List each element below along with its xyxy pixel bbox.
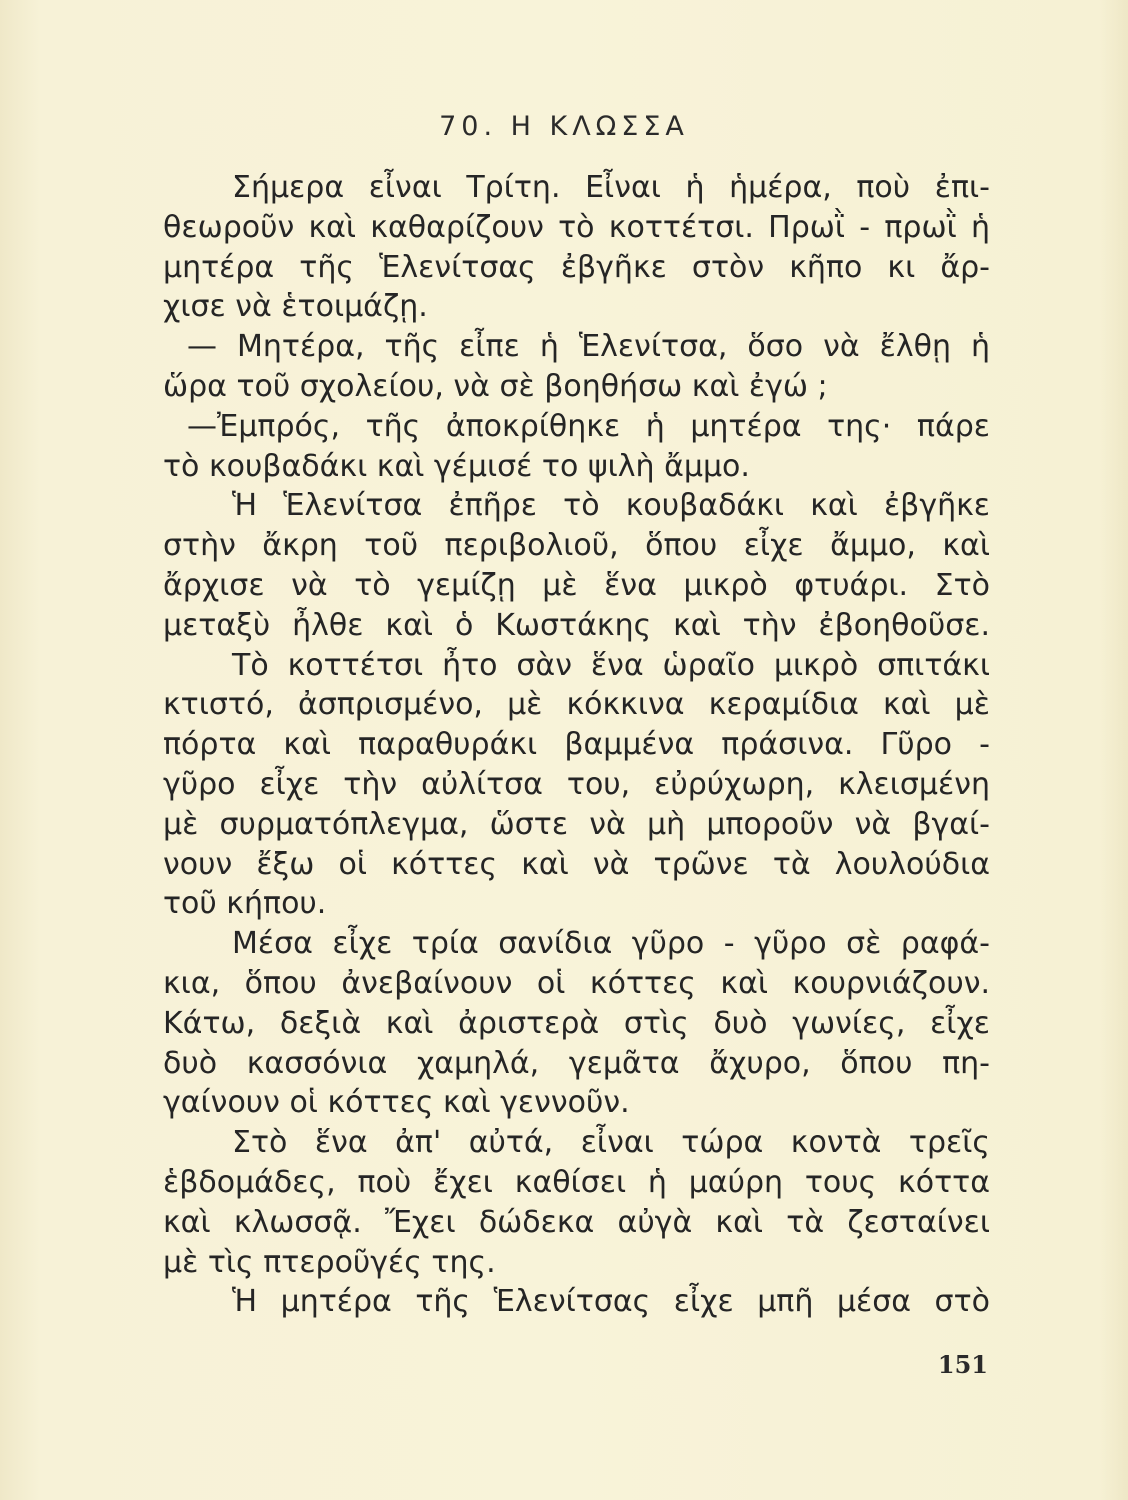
text-line: Μέσα εἶχε τρία σανίδια γῦρο - γῦρο σὲ ραφά-: [232, 926, 990, 962]
text-line: γαίνουν οἱ κόττες καὶ γεννοῦν.: [163, 1085, 630, 1121]
text-line: — Μητέρα, τῆς εἶπε ἡ Ἑλενίτσα, ὅσο νὰ ἔλθῃ ἡ: [187, 329, 990, 365]
text-line: Κάτω, δεξιὰ καὶ ἀριστερὰ στὶς δυὸ γωνίες, εἶχε: [163, 1005, 990, 1041]
paragraph: [163, 168, 990, 327]
text-line: χισε νὰ ἑτοιμάζῃ.: [163, 289, 428, 325]
paragraph: [163, 924, 990, 1123]
text-line: θεωροῦν καὶ καθαρίζουν τὸ κοττέτσι. Πρωῒ - πρωῒ ἡ: [163, 209, 990, 245]
text-line: κτιστό, ἀσπρισμένο, μὲ κόκκινα κεραμίδια καὶ μὲ: [163, 687, 990, 723]
text-line: ἄρχισε νὰ τὸ γεμίζῃ μὲ ἕνα μικρὸ φτυάρι. Στὸ: [163, 567, 990, 603]
text-line: κια, ὅπου ἀνεβαίνουν οἱ κόττες καὶ κουρνιάζουν.: [163, 965, 990, 1001]
paragraph: [163, 327, 990, 407]
text-line: Στὸ ἕνα ἀπ' αὐτά, εἶναι τώρα κοντὰ τρεῖς: [232, 1125, 990, 1161]
text-line: στὴν ἄκρη τοῦ περιβολιοῦ, ὅπου εἶχε ἄμμο, καὶ: [163, 528, 990, 564]
text-line: μὲ τὶς πτεροῦγές της.: [163, 1244, 496, 1280]
paragraph: [163, 646, 990, 925]
body-text: [163, 168, 990, 1322]
text-line: τοῦ κήπου.: [163, 886, 327, 922]
paragraph: [163, 1282, 990, 1322]
text-line: καὶ κλωσσᾷ. Ἔχει δώδεκα αὐγὰ καὶ τὰ ζεσταίνει: [163, 1204, 990, 1240]
text-line: πόρτα καὶ παραθυράκι βαμμένα πράσινα. Γῦρο -: [163, 727, 990, 763]
text-line: Ἡ μητέρα τῆς Ἑλενίτσας εἶχε μπῆ μέσα στὸ: [232, 1284, 990, 1320]
text-line: ἑβδομάδες, ποὺ ἔχει καθίσει ἡ μαύρη τους κόττα: [163, 1164, 990, 1200]
text-line: δυὸ κασσόνια χαμηλά, γεμᾶτα ἄχυρο, ὅπου πη-: [163, 1045, 990, 1081]
text-line: —Ἐμπρός, τῆς ἀποκρίθηκε ἡ μητέρα της· πάρε: [187, 408, 990, 444]
text-line: μὲ συρματόπλεγμα, ὥστε νὰ μὴ μποροῦν νὰ βγαί-: [163, 806, 990, 842]
text-line: τὸ κουβαδάκι καὶ γέμισέ το ψιλὴ ἄμμο.: [163, 448, 750, 484]
text-line: Τὸ κοττέτσι ἦτο σὰν ἕνα ὡραῖο μικρὸ σπιτάκι: [232, 647, 990, 683]
text-line: μητέρα τῆς Ἑλενίτσας ἐβγῆκε στὸν κῆπο κι ἄρ-: [163, 249, 990, 285]
text-line: Ἡ Ἑλενίτσα ἐπῆρε τὸ κουβαδάκι καὶ ἐβγῆκε: [232, 488, 990, 524]
page-number: 151: [937, 1350, 988, 1379]
paragraph: [163, 486, 990, 645]
text-line: ὥρα τοῦ σχολείου, νὰ σὲ βοηθήσω καὶ ἐγώ ;: [163, 368, 828, 404]
text-line: Σήμερα εἶναι Τρίτη. Εἶναι ἡ ἡμέρα, ποὺ ἐπι-: [232, 170, 990, 205]
text-line: νουν ἔξω οἱ κόττες καὶ νὰ τρῶνε τὰ λουλούδια: [163, 846, 990, 882]
paragraph: [163, 1123, 990, 1282]
text-line: μεταξὺ ἦλθε καὶ ὁ Κωστάκης καὶ τὴν ἐβοηθοῦσε.: [163, 607, 990, 643]
chapter-title: 70. Η ΚΛΩΣΣΑ: [439, 111, 689, 142]
text-line: γῦρο εἶχε τὴν αὐλίτσα του, εὐρύχωρη, κλεισμένη: [163, 766, 990, 802]
paragraph: [163, 407, 990, 487]
